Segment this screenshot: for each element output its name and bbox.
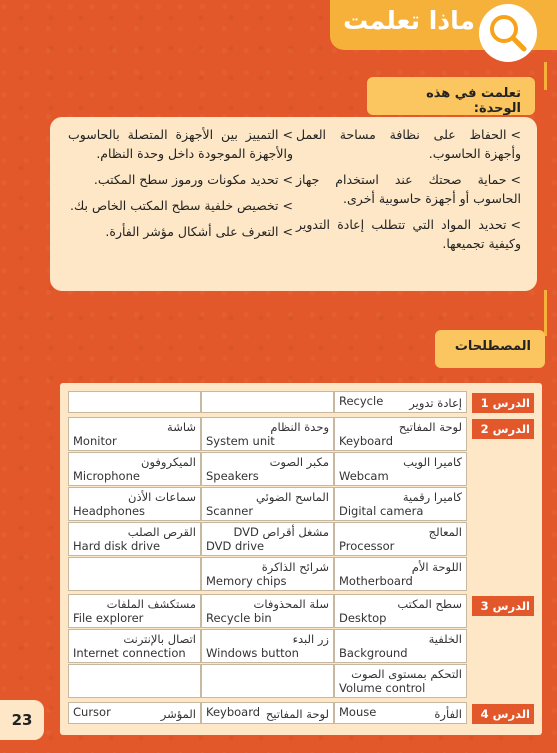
bullet-icon: > bbox=[282, 224, 293, 239]
term-cell: المؤشر Cursor bbox=[68, 702, 201, 724]
term-cell: سطح المكتب Desktop bbox=[334, 594, 467, 628]
table-row bbox=[64, 594, 538, 628]
learned-column-right bbox=[296, 125, 521, 260]
bullet-icon: > bbox=[510, 127, 521, 142]
magnifier-icon bbox=[479, 4, 537, 62]
table-row bbox=[64, 391, 538, 413]
term-cell bbox=[201, 391, 334, 413]
divider-line bbox=[544, 290, 547, 336]
term-cell: الخلفية Background bbox=[334, 629, 467, 663]
table-row bbox=[64, 702, 538, 724]
term-cell: المعالج Processor bbox=[334, 522, 467, 556]
bullet-icon: > bbox=[282, 172, 293, 187]
bullet-icon: > bbox=[510, 217, 521, 232]
learned-item: >تحديد المواد التي تتطلب إعادة التدوير وكيفية تجميعها. bbox=[296, 217, 521, 251]
term-cell: القرص الصلب Hard disk drive bbox=[68, 522, 201, 556]
lesson-label: الدرس 2 bbox=[472, 419, 534, 439]
learned-item: >تحديد مكونات ورموز سطح المكتب. bbox=[93, 172, 293, 187]
term-cell: سماعات الأذن Headphones bbox=[68, 487, 201, 521]
table-row bbox=[64, 417, 538, 451]
term-cell: شرائح الذاكرة Memory chips bbox=[201, 557, 334, 591]
term-cell bbox=[68, 391, 201, 413]
learned-item: >التعرف على أشكال مؤشر الفأرة. bbox=[105, 224, 293, 239]
learned-heading: تعلمت في هذه الوحدة: bbox=[367, 77, 535, 115]
page-title: ماذا تعلمت bbox=[343, 6, 475, 35]
table-row bbox=[64, 557, 538, 591]
term-cell: مستكشف الملفات File explorer bbox=[68, 594, 201, 628]
term-cell bbox=[68, 557, 201, 591]
term-cell: الماسح الضوئي Scanner bbox=[201, 487, 334, 521]
learned-item: >حماية صحتك عند استخدام جهاز الحاسوب أو أجهزة حاسوبية أخرى. bbox=[296, 172, 521, 206]
bullet-icon: > bbox=[282, 198, 293, 213]
divider-line bbox=[544, 62, 547, 90]
term-cell: وحدة النظام System unit bbox=[201, 417, 334, 451]
term-cell: سلة المحذوفات Recycle bin bbox=[201, 594, 334, 628]
term-cell: إعادة تدوير Recycle bbox=[334, 391, 467, 413]
term-cell: لوحة المفاتيح Keyboard bbox=[334, 417, 467, 451]
term-cell: مشغل أقراص DVD DVD drive bbox=[201, 522, 334, 556]
table-row bbox=[64, 664, 538, 698]
learned-box bbox=[50, 117, 537, 291]
learned-column-left bbox=[68, 125, 293, 248]
term-cell bbox=[201, 664, 334, 698]
page-number: 23 bbox=[0, 700, 44, 740]
term-cell: الفأرة Mouse bbox=[334, 702, 467, 724]
term-cell: اللوحة الأم Motherboard bbox=[334, 557, 467, 591]
lesson-label: الدرس 4 bbox=[472, 704, 534, 724]
term-cell: التحكم بمستوى الصوت Volume control bbox=[334, 664, 467, 698]
learned-item: >الحفاظ على نظافة مساحة العمل وأجهزة الحاسوب. bbox=[296, 127, 521, 161]
term-cell: كاميرا رقمية Digital camera bbox=[334, 487, 467, 521]
term-cell: مكبر الصوت Speakers bbox=[201, 452, 334, 486]
term-cell: الميكروفون Microphone bbox=[68, 452, 201, 486]
bullet-icon: > bbox=[282, 127, 293, 142]
lesson-label: الدرس 1 bbox=[472, 393, 534, 413]
term-cell: لوحة المفاتيح Keyboard bbox=[201, 702, 334, 724]
table-row bbox=[64, 452, 538, 486]
bullet-icon: > bbox=[510, 172, 521, 187]
term-cell bbox=[68, 664, 201, 698]
term-cell: زر البدء Windows button bbox=[201, 629, 334, 663]
terms-table bbox=[60, 383, 542, 735]
learned-item: >تخصيص خلفية سطح المكتب الخاص بك. bbox=[70, 198, 293, 213]
term-cell: شاشة Monitor bbox=[68, 417, 201, 451]
term-cell: اتصال بالإنترنت Internet connection bbox=[68, 629, 201, 663]
table-row bbox=[64, 487, 538, 521]
table-row bbox=[64, 629, 538, 663]
lesson-label: الدرس 3 bbox=[472, 596, 534, 616]
learned-item: >التمييز بين الأجهزة المتصلة بالحاسوب والأجهزة الموجودة داخل وحدة النظام. bbox=[68, 127, 293, 161]
term-cell: كاميرا الويب Webcam bbox=[334, 452, 467, 486]
terms-heading: المصطلحات bbox=[435, 330, 545, 368]
table-row bbox=[64, 522, 538, 556]
